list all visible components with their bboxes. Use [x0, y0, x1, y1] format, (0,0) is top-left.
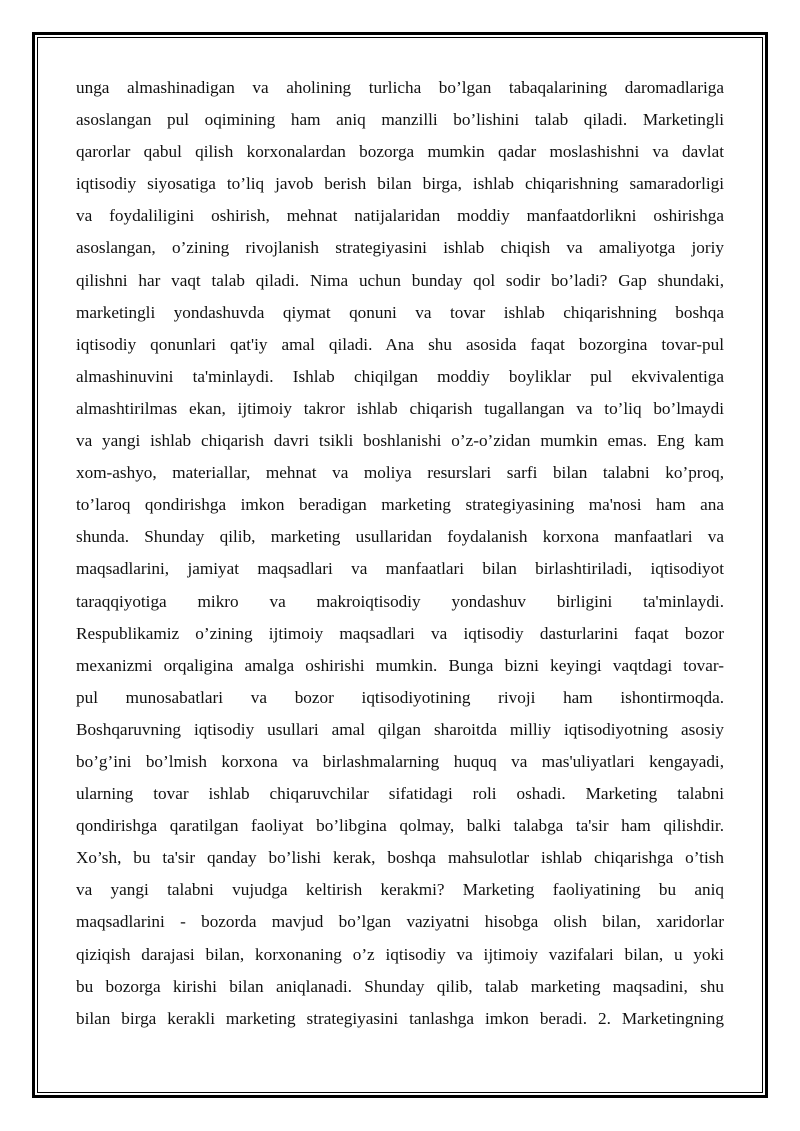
text-line: xom-ashyo, materiallar, mehnat va moliya resurslari sarfi bilan talabni ko’proq, — [76, 463, 724, 483]
text-line: va yangi ishlab chiqarish davri tsikli boshlanishi o’z-o’zidan mumkin emas. Eng kam — [76, 431, 724, 451]
text-line: unga almashinadigan va aholining turlicha bo’lgan tabaqalarining daromadlariga — [76, 78, 724, 97]
text-line: qondirishga qaratilgan faoliyat bo’libgina qolmay, balki talabga ta'sir ham qilishdir. — [76, 816, 724, 836]
text-line: bilan birga kerakli marketing strategiyasini tanlashga imkon beradi. 2. Marketingning — [76, 1008, 724, 1028]
text-line: bo’g’ini bo’lmish korxona va birlashmalarning huquq va mas'uliyatlari kengayadi, — [76, 751, 724, 771]
text-line: maqsadlarini - bozorda mavjud bo’lgan vaziyatni hisobga olish bilan, xaridorlar — [76, 912, 724, 932]
text-line: qiziqish darajasi bilan, korxonaning o’z iqtisodiy va ijtimoiy vazifalari bilan, u yoki — [76, 944, 724, 964]
text-line: iqtisodiy siyosatiga to’liq javob berish bilan birga, ishlab chiqarishning samaradorligi — [76, 174, 724, 194]
text-line: va foydaliligini oshirish, mehnat natijalaridan moddiy manfaatdorlikni oshirishga — [76, 206, 724, 226]
text-line: maqsadlarini, jamiyat maqsadlari va manfaatlari bilan birlashtiriladi, iqtisodiyot — [76, 559, 724, 579]
text-line: marketingli yondashuvda qiymat qonuni va tovar ishlab chiqarishning boshqa — [76, 302, 724, 322]
text-line: to’laroq qondirishga imkon beradigan marketing strategiyasining ma'nosi ham ana — [76, 495, 724, 515]
text-line: asoslangan, o’zining rivojlanish strategiyasini ishlab chiqish va amaliyotga joriy — [76, 238, 724, 258]
document-body — [76, 72, 724, 1035]
text-line: mexanizmi orqaligina amalga oshirishi mumkin. Bunga bizni keyingi vaqtdagi tovar- — [76, 655, 724, 675]
text-line: va yangi talabni vujudga keltirish kerakmi? Marketing faoliyatining bu aniq — [76, 880, 724, 900]
text-line: qilishni har vaqt talab qiladi. Nima uchun bunday qol sodir bo’ladi? Gap shundaki, — [76, 270, 724, 290]
text-line: taraqqiyotiga mikro va makroiqtisodiy yondashuv birligini ta'minlaydi. — [76, 591, 724, 611]
text-line: iqtisodiy qonunlari qat'iy amal qiladi. Ana shu asosida faqat bozorgina tovar-pul — [76, 334, 724, 354]
text-line: Xo’sh, bu ta'sir qanday bo’lishi kerak, boshqa mahsulotlar ishlab chiqarishga o’tish — [76, 848, 724, 868]
text-line: qarorlar qabul qilish korxonalardan bozorga mumkin qadar moslashishni va davlat — [76, 142, 724, 162]
text-line: Boshqaruvning iqtisodiy usullari amal qilgan sharoitda milliy iqtisodiyotning asosiy — [76, 719, 724, 739]
text-line: ularning tovar ishlab chiqaruvchilar sifatidagi roli oshadi. Marketing talabni — [76, 784, 724, 804]
text-line: pul munosabatlari va bozor iqtisodiyotining rivoji ham ishontirmoqda. — [76, 687, 724, 707]
text-line: almashtirilmas ekan, ijtimoiy takror ishlab chiqarish tugallangan va to’liq bo’lmaydi — [76, 398, 724, 418]
text-line: bu bozorga kirishi bilan aniqlanadi. Shunday qilib, talab marketing maqsadini, shu — [76, 976, 724, 996]
text-line: Respublikamiz o’zining ijtimoiy maqsadlari va iqtisodiy dasturlarini faqat bozor — [76, 623, 724, 643]
text-line: almashinuvini ta'minlaydi. Ishlab chiqilgan moddiy boyliklar pul ekvivalentiga — [76, 366, 724, 386]
text-line: asoslangan pul oqimining ham aniq manzilli bo’lishini talab qiladi. Marketingli — [76, 110, 724, 130]
text-line: shunda. Shunday qilib, marketing usullaridan foydalanish korxona manfaatlari va — [76, 527, 724, 547]
